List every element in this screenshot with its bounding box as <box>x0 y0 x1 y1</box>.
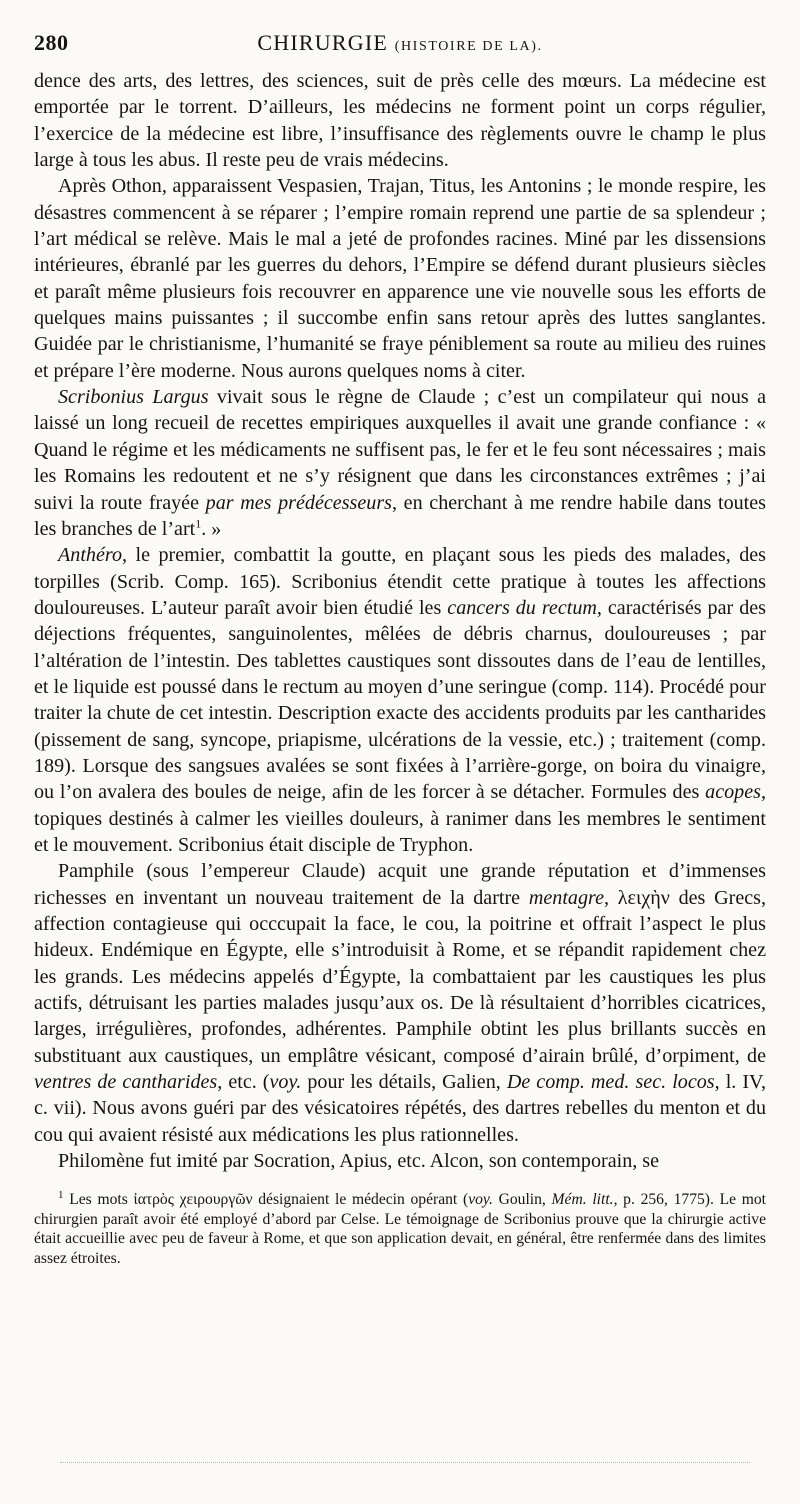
text-run: Goulin, <box>492 1191 552 1209</box>
italic-text: ventres de cantharides <box>34 1071 218 1094</box>
text-run: , l. IV, c. vii). Nous avons guéri par des vésicatoires répétés, des dartres rebelles du menton et du cou qui avaient résisté aux médications les plus rationnelles. <box>34 1071 766 1146</box>
page-number: 280 <box>34 30 69 55</box>
paragraph <box>34 173 766 384</box>
document-page <box>34 30 766 1268</box>
italic-text: De comp. med. sec. locos <box>506 1071 715 1094</box>
running-title-sub: (HISTOIRE DE LA). <box>394 39 543 54</box>
paragraph <box>34 384 766 542</box>
italic-text: mentagre <box>528 886 604 909</box>
text-run: pour les détails, Galien, <box>301 1071 507 1094</box>
text-run: dence des arts, des lettres, des sciences, suit de près celle des mœurs. La médecine est emportée par le torrent. D’ailleurs, les médecins ne forment point un corps régulier, l’exercice de la médecine est libre, l’insuffisance des règlements ouvre le champ le plus large à tous les abus. Il reste peu de vrais médecins. <box>34 70 766 172</box>
paragraph <box>34 1148 766 1174</box>
footnotes <box>34 1190 766 1268</box>
running-header <box>34 30 766 64</box>
italic-text: cancers du rectum <box>447 596 597 619</box>
body-text <box>34 68 766 1174</box>
text-run: , topiques destinés à calmer les vieilles douleurs, à ranimer dans les membres le sentiment et le mouvement. Scribonius était disciple de Tryphon. <box>34 781 766 856</box>
text-run: , caractérisés par des déjections fréquentes, sanguinolentes, mêlées de débris charnus, douloureuses ; par l’altération de l’intestin. Des tablettes caustiques sont dissoutes dans de l’eau de lentilles, et le liquide est poussé dans le rectum au moyen d’une seringue (comp. 114). Procédé pour traiter la chute de cet intestin. Description exacte des accidents produits par les cantharides (pissement de sang, syncope, priapisme, ulcérations de la vessie, etc.) ; traitement (comp. 189). Lorsque des sangsues avalées se sont fixées à l’arrière-gorge, on boira du vinaigre, ou l’on avalera des boules de neige, afin de les forcer à se détacher. Formules des <box>34 596 766 804</box>
text-run: , etc. ( <box>217 1071 270 1094</box>
bottom-dotted-rule <box>60 1462 750 1463</box>
text-run: , λειχὴν des Grecs, affection contagieuse qui occcupait la face, le cou, la poitrine et offrait l’aspect le plus hideux. Endémique en Égypte, elle s’introduisit à Rome, et se répandit rapidement chez les grands. Les médecins appelés d’Égypte, la combattaient par les caustiques les plus actifs, détruisant les parties malades jusqu’aux os. De là résultaient d’horribles cicatrices, larges, irrégulières, profondes, adhérentes. Pamphile obtint les plus brillants succès en substituant aux caustiques, un emplâtre vésicant, composé d’airain brûlé, d’orpiment, de <box>34 886 766 1067</box>
italic-text: voy. <box>468 1191 493 1209</box>
text-run: . » <box>201 517 222 540</box>
running-title <box>34 30 766 56</box>
text-run: , p. 256, 1775). Le mot chirurgien paraît avoir été employé d’abord par Celse. Le témoignage de Scribonius prouve que la chirurgie active était accueillie avec peu de faveur à Rome, et que son application devait, en général, être renfermée dans des limites assez étroites. <box>34 1191 767 1267</box>
text-run: Après Othon, apparaissent Vespasien, Trajan, Titus, les Antonins ; le monde respire, les désastres commencent à se réparer ; l’empire romain reprend une partie de sa splendeur ; l’art médical se relève. Mais le mal a jeté de profondes racines. Miné par les dissensions intérieures, ébranlé par les guerres du dehors, l’Empire se défend durant plusieurs siècles et paraît même plusieurs fois recouvrer en apparence une vie nouvelle sous les efforts de quelques mains puissantes ; il succombe enfin sans retour après des luttes sanglantes. Guidée par le christianisme, l’humanité se fraye péniblement sa route au milieu des ruines et prépare l’ère moderne. Nous aurons quelques noms à citer. <box>34 175 766 382</box>
paragraph <box>34 68 766 173</box>
italic-text: voy. <box>269 1071 302 1094</box>
italic-text: Scribonius Largus <box>58 386 209 409</box>
footnote <box>34 1190 766 1268</box>
text-run: Philomène fut imité par Socration, Apius, etc. Alcon, son contemporain, se <box>58 1150 660 1173</box>
paragraph <box>34 858 766 1148</box>
text-run: , le premier, combattit la goutte, en plaçant sous les pieds des malades, des torpilles (Scrib. Comp. 165). Scribonius étendit cette pratique à toutes les affections douloureuses. L’auteur paraît avoir bien étudié les <box>34 544 766 619</box>
text-run: vivait sous le règne de Claude ; c’est un compilateur qui nous a laissé un long recueil de recettes empiriques auxquelles il avait une grande confiance : « Quand le régime et les médicaments ne suffisent pas, le fer et le feu sont nécessaires ; mais les Romains les redoutent et ne s’y résignent que dans les circonstances extrêmes ; j’ai suivi la route frayée <box>34 386 766 514</box>
italic-text: Mém. litt. <box>551 1191 614 1209</box>
italic-text: acopes <box>705 781 761 804</box>
paragraph <box>34 542 766 858</box>
italic-text: par mes prédécesseurs <box>205 491 392 514</box>
footnote-reference: 1 <box>195 516 202 531</box>
text-run: Pamphile (sous l’empereur Claude) acquit une grande réputation et d’immenses richesses en inventant un nouveau traitement de la dartre <box>34 860 766 909</box>
footnote-reference: 1 <box>58 1189 64 1202</box>
running-title-main: CHIRURGIE <box>257 30 388 55</box>
italic-text: Anthéro <box>58 544 122 567</box>
text-run: , en cherchant à me rendre habile dans toutes les branches de l’art <box>34 491 766 540</box>
text-run: Les mots ἰατρὸς χειρουργῶν désignaient le médecin opérant ( <box>63 1191 469 1209</box>
